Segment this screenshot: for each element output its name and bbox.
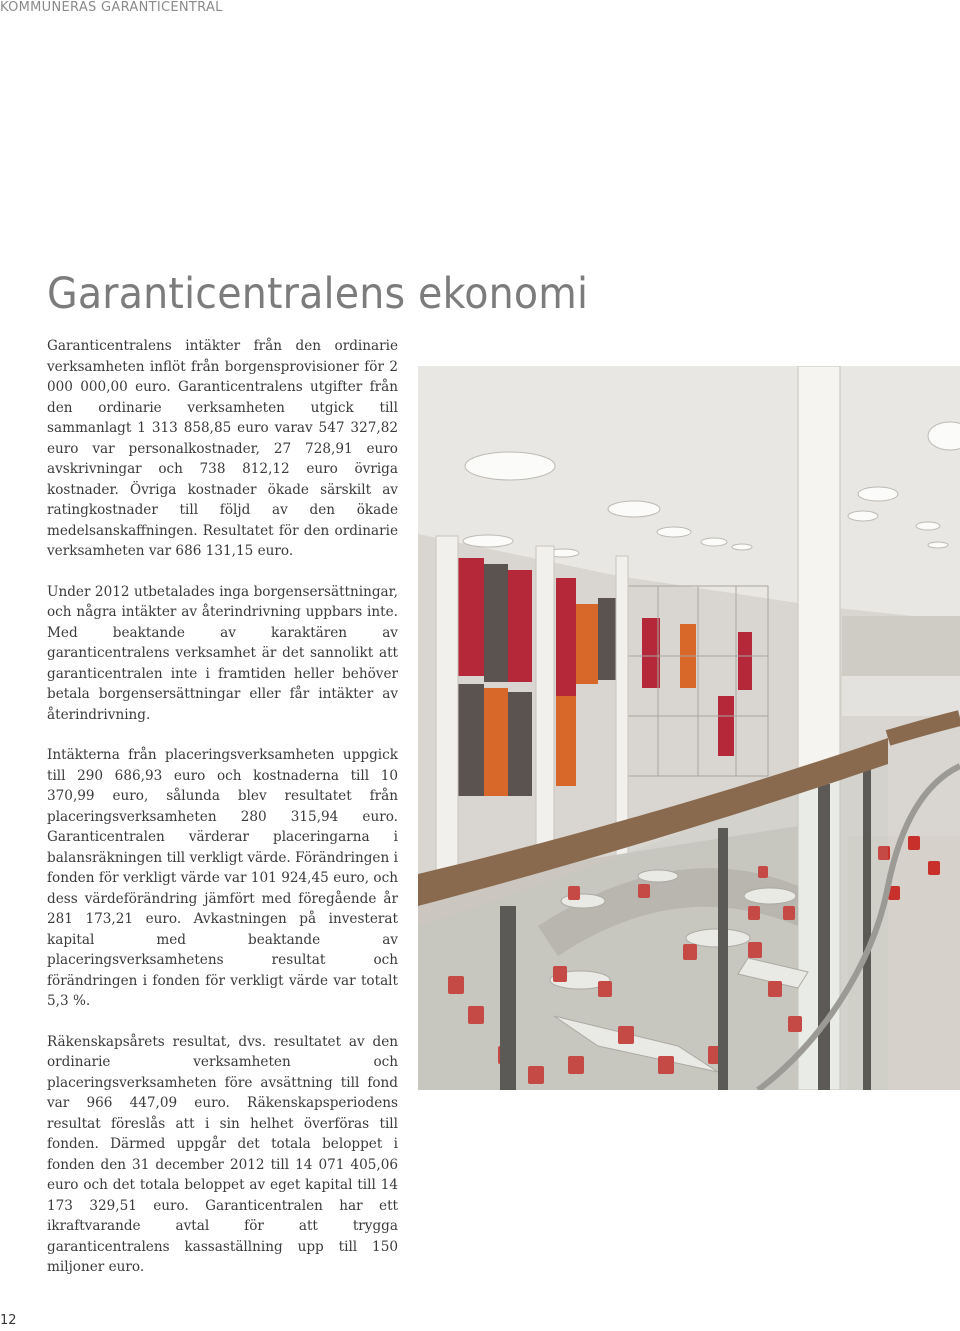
ceiling-lamp xyxy=(608,501,660,517)
wall-panel-orange xyxy=(556,696,576,786)
paragraph-guarantee-compensations: Under 2012 utbetalades inga borgensersättningar, och några intäkter av återindrivning uppbars inte. Med beaktande av karaktären av garanticentralens verksamhet är det sannolikt att garanticentralen inte i framtiden heller behöver betala borgensersättningar eller får intäkter av återindrivning. xyxy=(47,583,398,723)
upper-gallery-railing xyxy=(842,676,960,716)
upper-gallery xyxy=(842,616,960,676)
ceiling-lamp xyxy=(848,511,878,521)
paragraph-ordinary-operations: Garanticentralens intäkter från den ordinarie verksamheten inflöt från borgensprovisioner för 2 000 000,00 euro. Garanticentralens utgifter från den ordinarie verksamheten utgick till sammanlagt 1 313 858,85 euro varav 547 327,82 euro var personalkostnader, 27 728,91 euro avskrivningar och 738 812,12 euro övriga kostnader. Övriga kostnader ökade särskilt av ratingkostnader till följd av den ökade medelsanskaffningen. Resultatet för den ordinarie verksamheten var 686 131,15 euro. xyxy=(47,338,398,559)
wall-panel-red xyxy=(718,696,734,756)
wall-panel-grey xyxy=(508,692,532,796)
ceiling-lamp xyxy=(701,538,727,546)
article-body xyxy=(47,336,398,1298)
wall-panel-red xyxy=(508,570,532,682)
wall-panel-red xyxy=(458,558,484,676)
ceiling-lamp xyxy=(463,535,513,547)
paragraph-annual-result: Räkenskapsårets resultat, dvs. resultatet av den ordinarie verksamheten och placeringsverksamheten före avsättning till fond var 966 447,09 euro. Räkenskapsperiodens resultat föreslås att i sin helhet överföras till fonden. Därmed uppgår det totala beloppet i fonden den 31 december 2012 till 14 071 405,06 euro och det totala beloppet av eget kapital till 14 173 329,51 euro. Garanticentralen har ett ikraftvarande avtal för att trygga garanticentralens kassaställning upp till 150 miljoner euro. xyxy=(47,1033,398,1275)
page-title: Garanticentralens ekonomi xyxy=(47,269,589,319)
balustrade-post xyxy=(718,828,728,1090)
ceiling-lamp xyxy=(916,522,940,530)
wall-panel-orange xyxy=(576,604,598,684)
wall-panel-red xyxy=(556,578,576,696)
ceiling-lamp xyxy=(732,544,752,550)
running-header: KOMMUNERAS GARANTICENTRAL xyxy=(0,0,223,15)
balustrade-post xyxy=(863,766,871,1090)
wall-panel-grey xyxy=(484,564,508,682)
balustrade-post xyxy=(500,906,516,1090)
wall-panel-red xyxy=(642,618,660,688)
chair xyxy=(908,836,920,850)
ceiling-lamp xyxy=(465,452,555,480)
atrium-photo xyxy=(418,366,960,1090)
column xyxy=(616,556,628,856)
page-number: 12 xyxy=(0,1313,17,1328)
atrium-photo-illustration xyxy=(418,366,960,1090)
ceiling-lamp xyxy=(928,542,948,548)
wall-panel-orange xyxy=(484,688,508,796)
chair xyxy=(928,861,940,875)
wall-panel-grey xyxy=(598,598,616,680)
wall-panel-red xyxy=(738,632,752,690)
wall-panel-grey xyxy=(458,684,484,796)
balustrade-post xyxy=(818,784,830,1090)
ceiling-lamp xyxy=(858,487,898,501)
paragraph-investment-operations: Intäkterna från placeringsverksamheten uppgick till 290 686,93 euro och kostnaderna till 10 370,99 euro, sålunda blev resultatet från placeringsverksamheten 280 315,94 euro. Garanticentralen värderar placeringarna i balansräkningen till verkligt värde. Förändringen i fonden för verkligt värde var 101 924,45 euro, och dess värdeförändring jämfört med föregående år 281 173,21 euro. Avkastningen på investerat kapital med beaktande av placeringsverksamhetens resultat och förändringen i fonden för verkligt värde var totalt 5,3 %. xyxy=(47,747,398,1009)
ceiling-lamp xyxy=(657,527,691,537)
